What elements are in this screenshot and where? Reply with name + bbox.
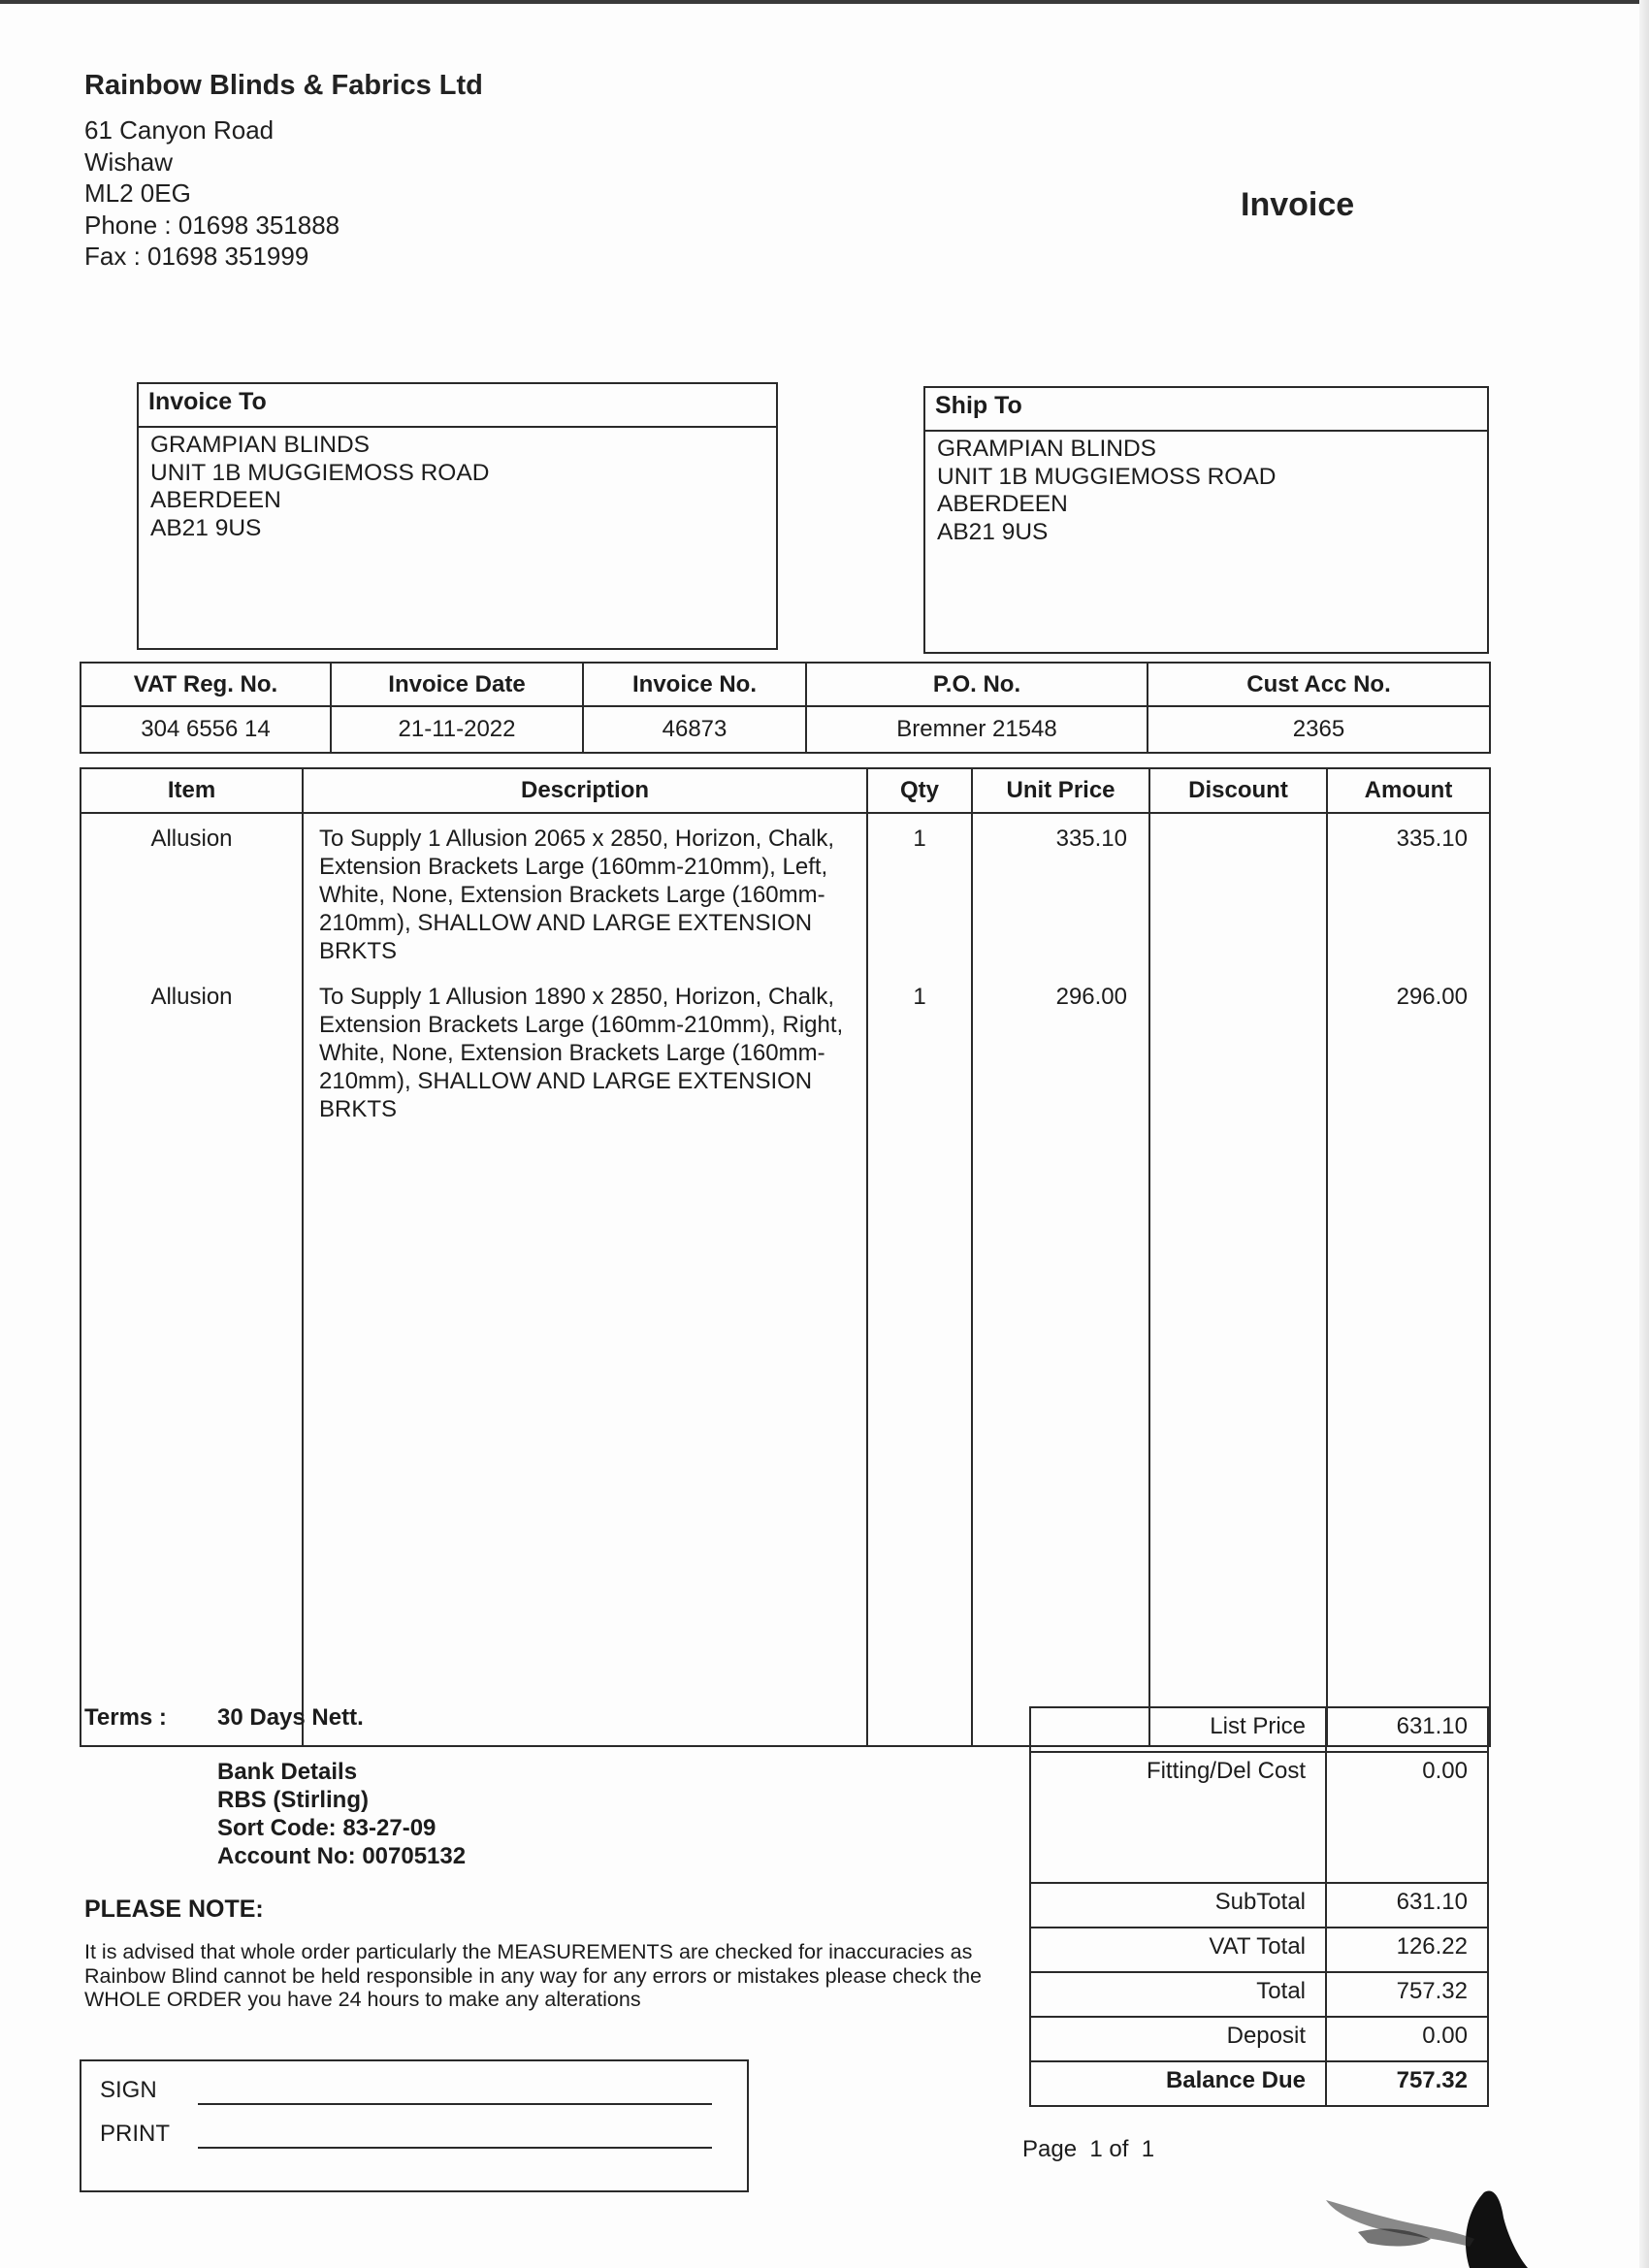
items-header-description: Description xyxy=(303,768,867,813)
totals-row-total xyxy=(1030,1972,1488,2017)
company-address-line: ML2 0EG xyxy=(84,178,191,208)
terms-value: 30 Days Nett. xyxy=(217,1704,364,1731)
address-line: UNIT 1B MUGGIEMOSS ROAD xyxy=(150,459,490,486)
item-unit-price: 296.00 xyxy=(1055,984,1127,1010)
meta-header-row xyxy=(81,663,1490,706)
item-column xyxy=(81,813,303,1746)
meta-header-cust-acc: Cust Acc No. xyxy=(1148,663,1490,706)
list-price-value: 631.10 xyxy=(1326,1707,1488,1752)
totals-row-balance-due xyxy=(1030,2061,1488,2106)
deposit-label: Deposit xyxy=(1030,2017,1326,2061)
address-line: GRAMPIAN BLINDS xyxy=(150,432,370,458)
signature-box xyxy=(80,2059,749,2192)
note-text: It is advised that whole order particularly the MEASUREMENTS are checked for inaccuracies as Rainbow Blind cannot be held responsible in any way for any errors or mistakes please check the WHOLE ORDER you have 24 hours to make any alterations xyxy=(84,1940,982,2011)
invoice-to-heading: Invoice To xyxy=(139,384,776,428)
address-line: AB21 9US xyxy=(937,518,1049,545)
ink-smudge-artifact xyxy=(1324,2179,1552,2268)
meta-header-date: Invoice Date xyxy=(331,663,583,706)
totals-row-vat xyxy=(1030,1928,1488,1972)
deposit-value: 0.00 xyxy=(1326,2017,1488,2061)
company-address xyxy=(84,114,340,273)
item-amount: 296.00 xyxy=(1396,984,1468,1010)
invoice-number: 46873 xyxy=(583,706,806,753)
invoice-to-address xyxy=(139,428,776,542)
invoice-date: 21-11-2022 xyxy=(331,706,583,753)
scan-edge-top xyxy=(0,0,1649,4)
print-line[interactable] xyxy=(198,2147,712,2149)
address-line: ABERDEEN xyxy=(937,491,1068,517)
address-line: GRAMPIAN BLINDS xyxy=(937,436,1156,462)
line-items-table xyxy=(80,767,1491,1747)
item-unit-price: 335.10 xyxy=(1055,826,1127,852)
item-name: Allusion xyxy=(150,984,233,1010)
vat-total-label: VAT Total xyxy=(1030,1928,1326,1972)
address-line: ABERDEEN xyxy=(150,487,281,513)
totals-row-fitting xyxy=(1030,1752,1488,1883)
page-count: Page 1 of 1 xyxy=(1022,2136,1155,2162)
company-fax: Fax : 01698 351999 xyxy=(84,242,309,271)
item-description: To Supply 1 Allusion 1890 x 2850, Horizon, Chalk, Extension Brackets Large (160mm-210mm), Right, White, None, Extension Brackets Large (160mm-210mm), SHALLOW AND LARGE EXTENSION BRKTS xyxy=(319,984,844,1122)
print-label: PRINT xyxy=(100,2121,170,2147)
bank-details xyxy=(217,1758,466,1870)
company-address-line: Wishaw xyxy=(84,146,174,177)
item-discount xyxy=(1150,814,1326,983)
balance-due-label: Balance Due xyxy=(1030,2061,1326,2106)
company-phone: Phone : 01698 351888 xyxy=(84,210,340,240)
items-header-unit-price: Unit Price xyxy=(972,768,1149,813)
customer-account-no: 2365 xyxy=(1148,706,1490,753)
totals-row-list-price xyxy=(1030,1707,1488,1752)
sort-code: Sort Code: 83-27-09 xyxy=(217,1815,436,1841)
qty-column xyxy=(867,813,972,1746)
items-body xyxy=(81,813,1490,1746)
items-header-amount: Amount xyxy=(1327,768,1490,813)
balance-due-value: 757.32 xyxy=(1326,2061,1488,2106)
subtotal-value: 631.10 xyxy=(1326,1883,1488,1928)
totals-row-deposit xyxy=(1030,2017,1488,2061)
bank-name: RBS (Stirling) xyxy=(217,1787,369,1813)
bank-details-title: Bank Details xyxy=(217,1759,358,1785)
unit-price-column xyxy=(972,813,1149,1746)
total-value: 757.32 xyxy=(1326,1972,1488,2017)
item-description: To Supply 1 Allusion 2065 x 2850, Horizon, Chalk, Extension Brackets Large (160mm-210mm), Left, White, None, Extension Brackets Large (160mm-210mm), SHALLOW AND LARGE EXTENSION BRKTS xyxy=(319,826,834,964)
items-header-qty: Qty xyxy=(867,768,972,813)
invoice-meta-table xyxy=(80,662,1491,754)
invoice-to-box xyxy=(137,382,778,650)
ship-to-heading: Ship To xyxy=(925,388,1487,432)
ship-to-box xyxy=(923,386,1489,654)
po-number: Bremner 21548 xyxy=(806,706,1148,753)
sign-label: SIGN xyxy=(100,2077,157,2103)
item-name: Allusion xyxy=(150,826,233,852)
ship-to-address xyxy=(925,432,1487,546)
amount-column xyxy=(1327,813,1490,1746)
company-name: Rainbow Blinds & Fabrics Ltd xyxy=(84,70,483,101)
fitting-del-cost-label: Fitting/Del Cost xyxy=(1030,1752,1326,1883)
vat-total-value: 126.22 xyxy=(1326,1928,1488,1972)
address-line: AB21 9US xyxy=(150,514,262,541)
total-label: Total xyxy=(1030,1972,1326,2017)
list-price-label: List Price xyxy=(1030,1707,1326,1752)
sign-line[interactable] xyxy=(198,2103,712,2105)
meta-value-row xyxy=(81,706,1490,753)
description-column xyxy=(303,813,867,1746)
item-qty: 1 xyxy=(913,984,926,1010)
discount-column xyxy=(1149,813,1327,1746)
totals-row-subtotal xyxy=(1030,1883,1488,1928)
document-title: Invoice xyxy=(1241,186,1355,223)
item-qty: 1 xyxy=(913,826,926,852)
items-header-discount: Discount xyxy=(1149,768,1327,813)
meta-header-invoice-no: Invoice No. xyxy=(583,663,806,706)
meta-header-vat: VAT Reg. No. xyxy=(81,663,331,706)
company-address-line: 61 Canyon Road xyxy=(84,115,275,145)
account-number: Account No: 00705132 xyxy=(217,1843,467,1869)
note-title: PLEASE NOTE: xyxy=(84,1895,264,1923)
vat-reg-no: 304 6556 14 xyxy=(81,706,331,753)
items-header-row xyxy=(81,768,1490,813)
address-line: UNIT 1B MUGGIEMOSS ROAD xyxy=(937,463,1277,490)
totals-table xyxy=(1029,1706,1489,2107)
item-amount: 335.10 xyxy=(1396,826,1468,852)
fitting-del-cost-value: 0.00 xyxy=(1326,1752,1488,1883)
subtotal-label: SubTotal xyxy=(1030,1883,1326,1928)
meta-header-po-no: P.O. No. xyxy=(806,663,1148,706)
item-discount xyxy=(1150,983,1326,1141)
scan-edge-right xyxy=(1639,0,1649,2268)
items-header-item: Item xyxy=(81,768,303,813)
terms-label: Terms : xyxy=(84,1704,167,1731)
